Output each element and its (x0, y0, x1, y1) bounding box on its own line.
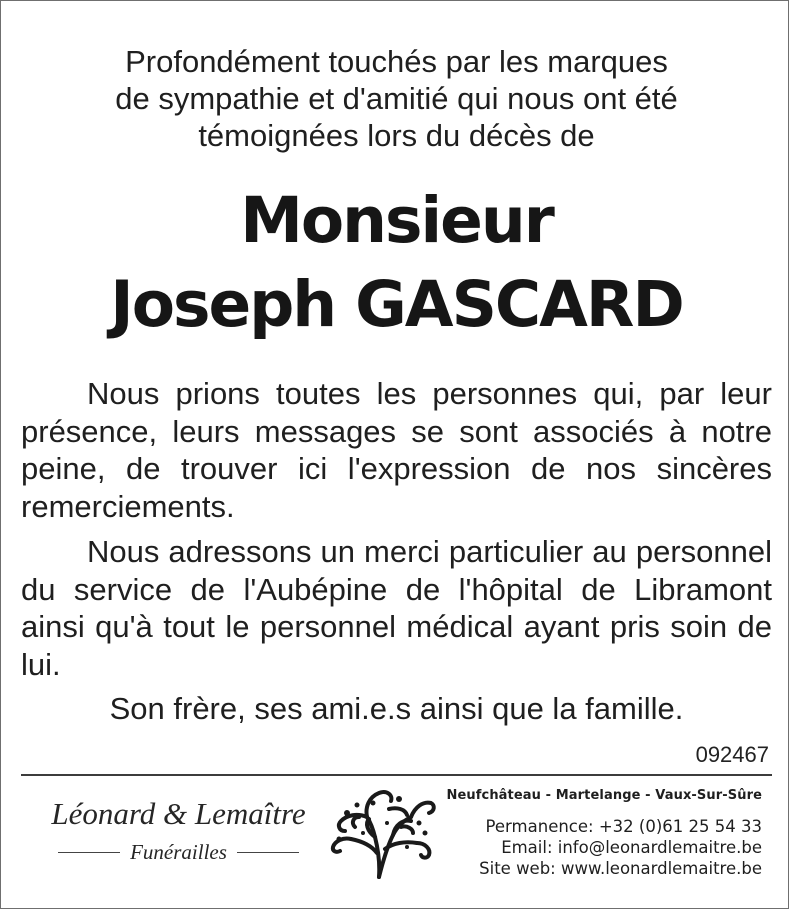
brand-name: Léonard & Lemaître (51, 796, 306, 831)
subtitle-line-right (237, 852, 299, 853)
special-thanks-paragraph-text: Nous adressons un merci particulier au personnel du service de l'Aubépine de l'hôpital de Libramont ainsi qu'à tout le personnel médical ayant pris soin de lui. (21, 534, 772, 682)
intro-line: Profondément touchés par les marques (125, 44, 668, 79)
special-thanks-paragraph (21, 533, 772, 683)
website-link: Site web: www.leonardlemaitre.be (479, 859, 762, 878)
subtitle-line-left (58, 852, 120, 853)
intro-text (41, 43, 752, 154)
brand-subtitle (31, 840, 326, 865)
deceased-name (1, 179, 791, 347)
name-title: Monsieur (240, 184, 553, 257)
thanks-paragraph (21, 375, 772, 525)
brand-subtitle-text: Funérailles (130, 840, 227, 864)
thanks-paragraph-text: Nous prions toutes les personnes qui, par leur présence, leurs messages se sont associés à notre peine, de trouver ici l'expression de nos sincères remerciements. (21, 376, 772, 524)
funeral-home-brand (31, 796, 326, 865)
name-full: Joseph GASCARD (110, 268, 683, 341)
email-address: Email: info@leonardlemaitre.be (501, 838, 762, 857)
divider (21, 774, 772, 776)
contact-info (422, 786, 762, 879)
reference-number: 092467 (695, 742, 769, 767)
intro-line: témoignées lors du décès de (198, 118, 595, 153)
intro-line: de sympathie et d'amitié qui nous ont été (115, 81, 678, 116)
closing-signature: Son frère, ses ami.e.s ainsi que la famille. (109, 691, 684, 726)
locations: Neufchâteau - Martelange - Vaux-Sur-Sûre (446, 788, 762, 803)
phone-number: Permanence: +32 (0)61 25 54 33 (485, 817, 762, 836)
